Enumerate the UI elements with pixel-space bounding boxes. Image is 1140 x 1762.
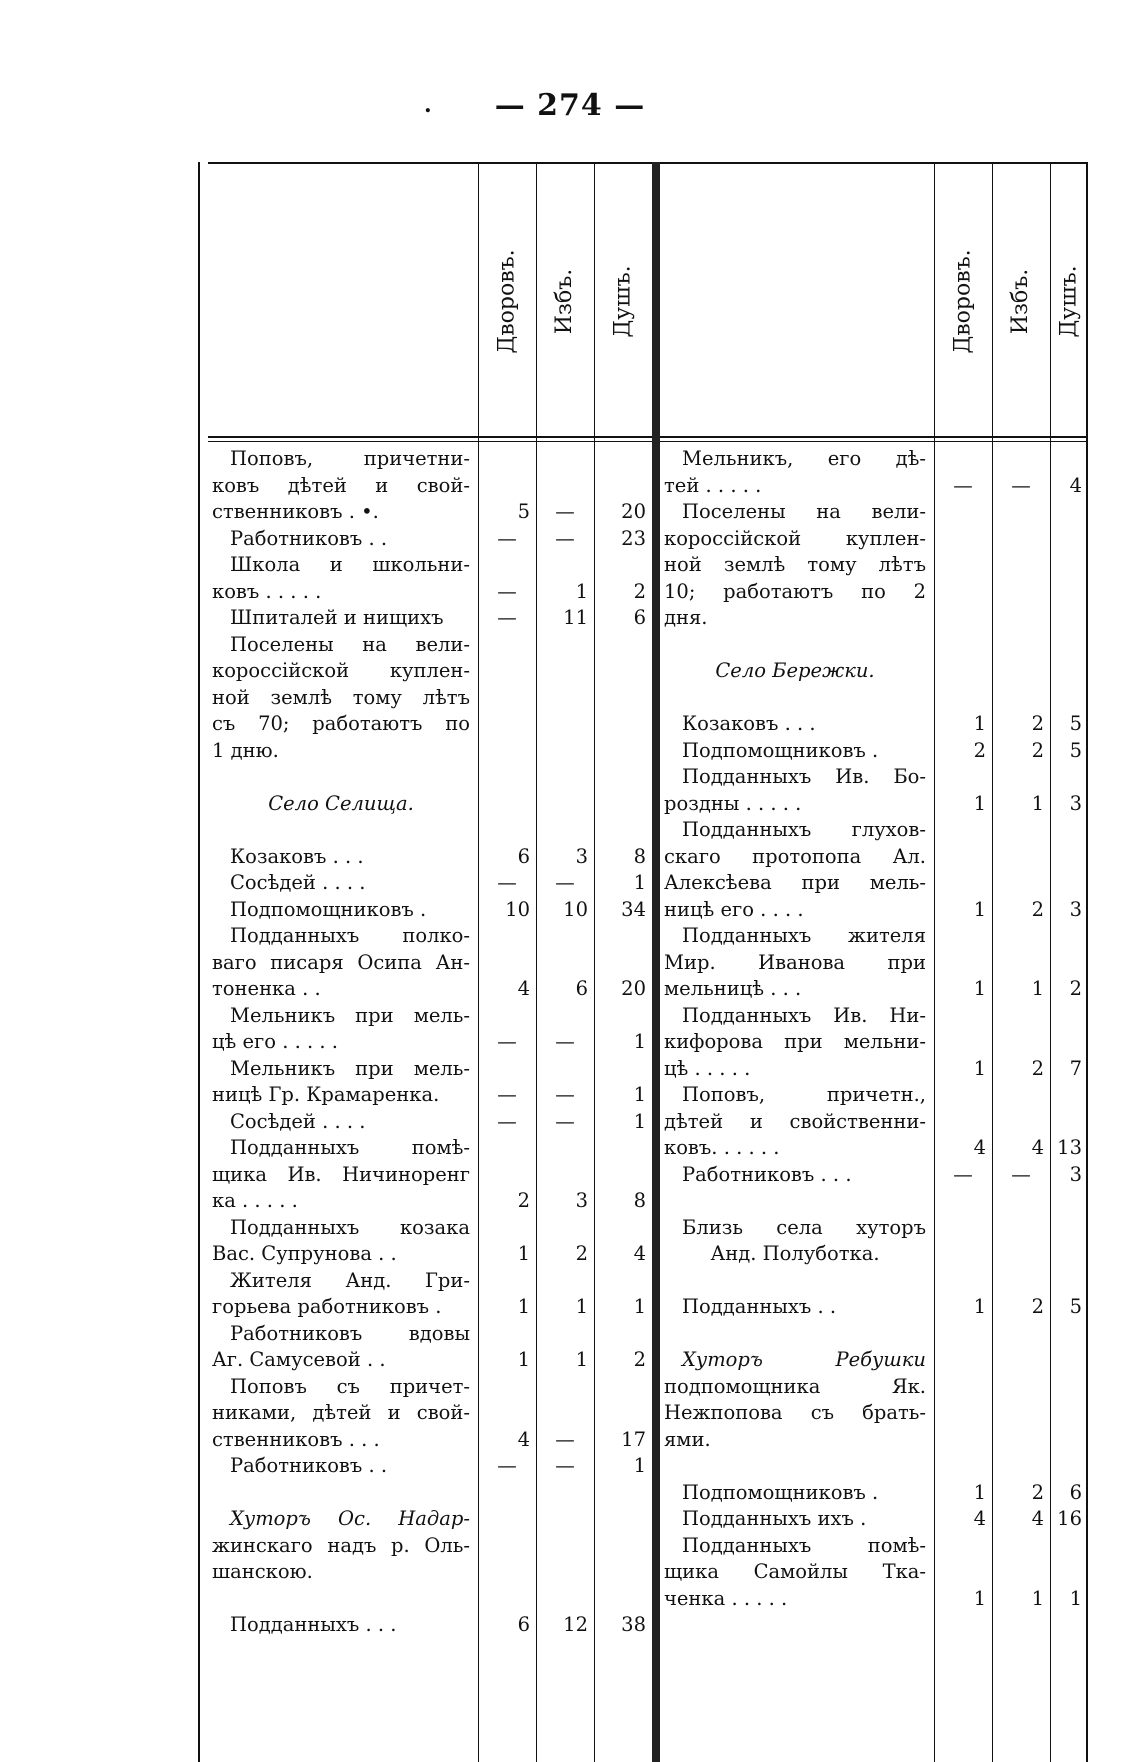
row-description <box>660 1480 934 1507</box>
table-row <box>208 1612 652 1639</box>
table-row <box>660 764 1088 817</box>
spacer <box>660 632 1088 659</box>
cell-dush: 20 <box>621 500 646 523</box>
header-dush-left: Душъ. <box>610 264 636 338</box>
cell-izb: 3 <box>575 844 588 868</box>
cell-dush: 8 <box>633 844 646 868</box>
census-table <box>208 162 1088 1762</box>
cell-izb: 2 <box>1031 712 1044 735</box>
row-text-line: Козаковъ . . . <box>230 844 364 868</box>
row-description <box>660 1506 934 1533</box>
header-izb-left: Избъ. <box>552 268 578 334</box>
cell-dvorov: — <box>497 606 517 629</box>
row-text-line: съ 70; работаютъ по <box>212 712 470 735</box>
row-description <box>208 552 478 605</box>
cell-izb: 12 <box>563 1613 588 1636</box>
row-description <box>660 923 934 1003</box>
row-text-line: щика Ив. Ничиноренг <box>212 1162 470 1186</box>
table-row <box>660 658 1088 685</box>
table-row <box>208 552 652 605</box>
cell-dush: 5 <box>1069 738 1082 762</box>
table-row <box>208 1453 652 1480</box>
row-text-line: Анд. Полуботка. <box>710 1242 880 1265</box>
cell-dvorov: 4 <box>973 1136 986 1159</box>
cell-dush: 5 <box>1069 1295 1082 1318</box>
table-row <box>208 844 652 871</box>
cell-izb: 2 <box>1031 1056 1044 1080</box>
row-text-line: цѣ . . . . . <box>664 1056 751 1080</box>
cell-dvorov: — <box>497 871 517 894</box>
stray-mark: . <box>424 92 432 118</box>
cell-dush: 1 <box>633 1083 646 1106</box>
section-title: Село Бережки. <box>715 659 875 682</box>
row-text-line: Подпомощниковъ . <box>230 897 427 921</box>
cell-izb: — <box>555 1109 575 1133</box>
row-description <box>660 1162 934 1189</box>
row-description <box>660 446 934 499</box>
row-description <box>208 605 478 632</box>
row-text-line: Поселены на вели- <box>230 632 470 656</box>
row-text-line: Подданныхъ Ив. Бо- <box>682 765 926 788</box>
row-description <box>660 658 934 685</box>
row-text-line: ковъ дѣтей и свой- <box>212 473 470 497</box>
row-description <box>208 526 478 553</box>
table-row <box>660 711 1088 738</box>
cell-dush: 4 <box>633 1242 646 1265</box>
row-text-line: ственниковъ . •. <box>212 500 379 523</box>
cell-izb: — <box>1011 473 1031 497</box>
cell-dvorov: 2 <box>973 738 986 762</box>
row-text-line: Мельникъ при мель- <box>230 1056 470 1080</box>
table-row <box>208 605 652 632</box>
cell-izb: 1 <box>575 1348 588 1371</box>
header-dvorov-left: Дворовъ. <box>494 248 520 354</box>
row-description <box>660 1003 934 1083</box>
cell-izb: 1 <box>1031 977 1044 1000</box>
table-row <box>208 1506 652 1586</box>
cell-izb: — <box>555 500 575 523</box>
row-description <box>660 1347 934 1453</box>
row-text-line: ченка . . . . . <box>664 1586 788 1610</box>
table-row <box>208 1374 652 1454</box>
spacer <box>208 817 652 844</box>
cell-dvorov: 5 <box>517 500 530 523</box>
row-text-line: ваго писаря Осипа Ан- <box>212 950 470 974</box>
cell-dvorov: 6 <box>517 844 530 868</box>
row-text-line: Подданныхъ глухов- <box>682 818 926 841</box>
table-row <box>208 1056 652 1109</box>
row-description <box>208 1268 478 1321</box>
row-description <box>208 632 478 765</box>
row-text-line: Близь села хуторъ <box>682 1215 926 1239</box>
cell-izb: 10 <box>563 897 588 921</box>
table-row <box>660 1003 1088 1083</box>
row-text-line: Поповъ съ причет- <box>230 1374 470 1398</box>
row-description <box>208 897 478 924</box>
cell-dvorov: 4 <box>517 1427 530 1451</box>
row-text-line: Подпомощниковъ . <box>682 1480 879 1504</box>
cell-dvorov: 10 <box>505 897 530 921</box>
table-row <box>660 738 1088 765</box>
cell-dvorov: 1 <box>973 1295 986 1318</box>
row-description <box>208 1453 478 1480</box>
cell-dush: 1 <box>1069 1586 1082 1610</box>
row-description <box>208 1506 478 1586</box>
cell-dvorov: — <box>497 1109 517 1133</box>
row-text-line: Аг. Самусевой . . <box>212 1348 386 1371</box>
row-description <box>208 844 478 871</box>
row-text-line: Подданныхъ помѣ- <box>682 1533 926 1557</box>
cell-izb: 4 <box>1031 1136 1044 1159</box>
row-description <box>208 1612 478 1639</box>
spacer <box>660 1188 1088 1215</box>
row-text-line: Алексѣева при мель- <box>664 871 926 894</box>
row-text-line: ка . . . . . <box>212 1189 298 1212</box>
row-text-line: Мельникъ при мель- <box>230 1003 470 1027</box>
table-row <box>208 870 652 897</box>
spacer <box>208 1586 652 1613</box>
table-row <box>208 1109 652 1136</box>
row-description <box>208 1374 478 1454</box>
row-text-line: ковъ. . . . . . <box>664 1136 780 1159</box>
row-text-line: дня. <box>664 606 708 629</box>
cell-dush: 23 <box>621 526 646 550</box>
page-number: — 274 — <box>494 88 646 123</box>
table-row <box>660 923 1088 1003</box>
row-description <box>208 1135 478 1215</box>
cell-dvorov: — <box>497 1454 517 1477</box>
cell-izb: — <box>555 1030 575 1053</box>
table-row <box>208 1003 652 1056</box>
cell-izb: 2 <box>575 1242 588 1265</box>
row-description <box>208 1003 478 1056</box>
spacer <box>208 764 652 791</box>
row-text-line: ницѣ его . . . . <box>664 897 804 921</box>
row-description <box>660 1294 934 1321</box>
right-column <box>660 446 1088 1612</box>
cell-dush: 1 <box>633 1454 646 1477</box>
row-text-line: Поселены на вели- <box>682 500 926 523</box>
row-description <box>208 870 478 897</box>
table-row <box>660 1480 1088 1507</box>
row-description <box>208 1215 478 1268</box>
row-text-line: подпомощника Як. <box>664 1374 926 1398</box>
cell-dvorov: — <box>497 526 517 550</box>
row-description <box>660 764 934 817</box>
row-description <box>660 1533 934 1613</box>
cell-dush: 3 <box>1069 897 1082 921</box>
row-description <box>660 1215 934 1268</box>
cell-dush: 7 <box>1069 1056 1082 1080</box>
row-text-line: Нежпопова съ брать- <box>664 1401 926 1424</box>
cell-dush: 16 <box>1057 1507 1082 1530</box>
cell-dush: 13 <box>1057 1136 1082 1159</box>
cell-dvorov: 1 <box>973 1586 986 1610</box>
row-description <box>208 1321 478 1374</box>
row-text-line: ной землѣ тому лѣтъ <box>664 553 926 576</box>
cell-dush: 3 <box>1069 1162 1082 1186</box>
row-text-line: цѣ его . . . . . <box>212 1030 338 1053</box>
table-row <box>660 1082 1088 1162</box>
header-izb-right: Избъ. <box>1008 268 1034 334</box>
cell-izb: 3 <box>575 1189 588 1212</box>
table-row <box>208 446 652 526</box>
row-text-line: Работниковъ . . <box>230 526 388 550</box>
cell-dush: 6 <box>1069 1480 1082 1504</box>
cell-dush: 1 <box>633 871 646 894</box>
table-row <box>208 1215 652 1268</box>
cell-izb: 11 <box>563 606 588 629</box>
section-title: Село Селища. <box>268 791 414 815</box>
cell-dvorov: 1 <box>517 1295 530 1318</box>
cell-dvorov: 1 <box>517 1348 530 1371</box>
cell-dvorov: 4 <box>973 1507 986 1530</box>
table-row <box>660 1215 1088 1268</box>
row-text-line: Хуторъ Ос. Надар- <box>230 1507 470 1530</box>
row-text-line: Подданныхъ . . . <box>230 1613 397 1636</box>
row-text-line: Подданныхъ . . <box>682 1295 837 1318</box>
row-text-line: Работниковъ . . <box>230 1454 388 1477</box>
row-description <box>660 1082 934 1162</box>
row-text-line: кифорова при мельни- <box>664 1030 926 1053</box>
spacer <box>660 1321 1088 1348</box>
row-text-line: Сосѣдей . . . . <box>230 871 366 894</box>
cell-dvorov: 1 <box>973 1056 986 1080</box>
cell-dvorov: — <box>497 1083 517 1106</box>
row-description <box>208 1056 478 1109</box>
spacer <box>660 1268 1088 1295</box>
cell-izb: 1 <box>575 1295 588 1318</box>
row-text-line: 10; работаютъ по 2 <box>664 579 926 603</box>
row-text-line: Козаковъ . . . <box>682 712 816 735</box>
cell-dush: 3 <box>1069 791 1082 815</box>
cell-dush: 2 <box>633 579 646 603</box>
row-text-line: жинскаго надъ р. Оль- <box>212 1533 470 1557</box>
row-text-line: ной землѣ тому лѣтъ <box>212 685 470 709</box>
spacer <box>660 685 1088 712</box>
cell-dush: 6 <box>633 606 646 629</box>
table-row <box>208 791 652 818</box>
cell-dvorov: — <box>953 1162 973 1186</box>
row-text-line: щика Самойлы Тка- <box>664 1560 926 1583</box>
cell-izb: — <box>555 1083 575 1106</box>
cell-dvorov: 4 <box>517 977 530 1000</box>
cell-dvorov: 1 <box>973 712 986 735</box>
cell-izb: 4 <box>1031 1507 1044 1530</box>
row-text-line: Подданныхъ помѣ- <box>230 1136 470 1159</box>
row-description <box>208 923 478 1003</box>
cell-dush: 1 <box>633 1109 646 1133</box>
cell-dush: 20 <box>621 977 646 1000</box>
row-text-line: тей . . . . . <box>664 473 762 497</box>
row-text-line: Шпиталей и нищихъ <box>230 606 444 629</box>
row-text-line: Подданныхъ полко- <box>230 924 470 947</box>
cell-dush: 1 <box>633 1295 646 1318</box>
row-text-line: 1 дню. <box>212 738 279 762</box>
row-description <box>660 817 934 923</box>
row-description <box>660 738 934 765</box>
table-row <box>660 446 1088 499</box>
row-text-line: Жителя Анд. Гри- <box>230 1268 470 1292</box>
table-row <box>660 1162 1088 1189</box>
cell-dvorov: 1 <box>973 1480 986 1504</box>
row-text-line: Хуторъ Ребушки <box>682 1348 926 1371</box>
cell-dvorov: — <box>497 1030 517 1053</box>
cell-dvorov: 1 <box>973 977 986 1000</box>
cell-izb: 2 <box>1031 1295 1044 1318</box>
cell-dvorov: 1 <box>517 1242 530 1265</box>
row-text-line: Работниковъ . . . <box>682 1162 852 1186</box>
cell-izb: — <box>555 526 575 550</box>
cell-dvorov: — <box>497 579 517 603</box>
row-text-line: Подданныхъ ихъ . <box>682 1507 867 1530</box>
table-row <box>660 1533 1088 1613</box>
cell-izb: — <box>555 1454 575 1477</box>
row-text-line: роздны . . . . . <box>664 791 802 815</box>
row-text-line: Подданныхъ Ив. Ни- <box>682 1003 926 1027</box>
row-text-line: Мир. Иванова при <box>664 950 926 974</box>
cell-dush: 1 <box>633 1030 646 1053</box>
row-text-line: Подданныхъ козака <box>230 1215 470 1239</box>
row-text-line: Школа и школьни- <box>230 553 470 576</box>
row-text-line: тоненка . . <box>212 977 321 1000</box>
cell-dush: 34 <box>621 897 646 921</box>
row-text-line: короссійской куплен- <box>212 659 470 682</box>
row-text-line: ственниковъ . . . <box>212 1427 380 1451</box>
table-row <box>208 632 652 765</box>
row-description <box>208 1109 478 1136</box>
row-description <box>660 711 934 738</box>
table-row <box>660 817 1088 923</box>
row-text-line: Сосѣдей . . . . <box>230 1109 366 1133</box>
row-text-line: Поповъ, причетни- <box>230 447 470 470</box>
table-row <box>208 526 652 553</box>
table-row <box>208 1135 652 1215</box>
spacer <box>208 1480 652 1507</box>
cell-dvorov: — <box>953 473 973 497</box>
row-text-line: Поповъ, причетн., <box>682 1083 926 1106</box>
table-row <box>660 1347 1088 1453</box>
table-row <box>208 923 652 1003</box>
row-text-line: ницѣ Гр. Крамаренка. <box>212 1083 440 1106</box>
table-row <box>208 1268 652 1321</box>
table-row <box>660 1506 1088 1533</box>
cell-izb: — <box>1011 1162 1031 1186</box>
cell-izb: 2 <box>1031 738 1044 762</box>
cell-izb: 6 <box>575 977 588 1000</box>
cell-dush: 17 <box>621 1427 646 1451</box>
header-dush-right: Душъ. <box>1056 264 1082 338</box>
cell-dush: 8 <box>633 1189 646 1212</box>
row-text-line: Подпомощниковъ . <box>682 738 879 762</box>
row-text-line: Вас. Супрунова . . <box>212 1242 397 1265</box>
cell-dush: 38 <box>621 1613 646 1636</box>
row-text-line: скаго протопопа Ал. <box>664 844 926 868</box>
table-row <box>208 1321 652 1374</box>
cell-izb: — <box>555 1427 575 1451</box>
row-text-line: шанскою. <box>212 1560 313 1583</box>
row-text-line: мельницѣ . . . <box>664 977 802 1000</box>
table-row <box>208 897 652 924</box>
cell-dvorov: 6 <box>517 1613 530 1636</box>
spacer <box>660 1453 1088 1480</box>
row-text-line: Работниковъ вдовы <box>230 1321 470 1345</box>
cell-dvorov: 1 <box>973 897 986 921</box>
cell-izb: 2 <box>1031 897 1044 921</box>
row-text-line: Подданныхъ жителя <box>682 924 926 947</box>
cell-dush: 4 <box>1069 473 1082 497</box>
cell-izb: 1 <box>575 579 588 603</box>
row-text-line: ковъ . . . . . <box>212 579 322 603</box>
cell-dush: 2 <box>633 1348 646 1371</box>
row-text-line: никами, дѣтей и свой- <box>212 1401 470 1424</box>
row-description <box>208 446 478 526</box>
cell-dush: 5 <box>1069 712 1082 735</box>
row-text-line: горьева работниковъ . <box>212 1295 442 1318</box>
left-column <box>208 446 652 1639</box>
row-description <box>208 791 478 818</box>
cell-izb: 2 <box>1031 1480 1044 1504</box>
header-dvorov-right: Дворовъ. <box>950 248 976 354</box>
table-row <box>660 499 1088 632</box>
cell-dush: 2 <box>1069 977 1082 1000</box>
cell-izb: 1 <box>1031 1586 1044 1610</box>
row-text-line: Мельникъ, его дѣ- <box>682 447 926 470</box>
row-text-line: короссійской куплен- <box>664 526 926 550</box>
row-description <box>660 499 934 632</box>
cell-izb: 1 <box>1031 791 1044 815</box>
row-text-line: дѣтей и свойственни- <box>664 1109 926 1133</box>
table-row <box>660 1294 1088 1321</box>
row-text-line: ями. <box>664 1427 711 1451</box>
cell-dvorov: 1 <box>973 791 986 815</box>
cell-izb: — <box>555 871 575 894</box>
cell-dvorov: 2 <box>517 1189 530 1212</box>
